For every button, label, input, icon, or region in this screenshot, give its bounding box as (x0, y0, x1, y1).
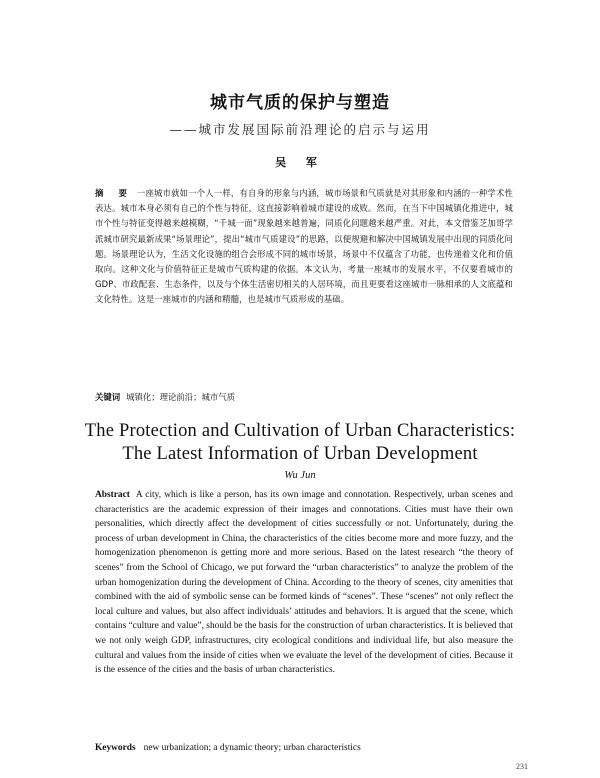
abstract-zh-label: 摘 要 (95, 188, 133, 198)
keywords-en-label: Keywords (95, 743, 136, 753)
keywords-en-text: new urbanization; a dynamic theory; urban characteristics (143, 743, 361, 753)
title-en-line2: The Latest Information of Urban Development (122, 444, 478, 464)
abstract-zh-text: 一座城市就如一个人一样，有自身的形象与内涵，城市场景和气质就是对其形象和内涵的一种学术性表达。城市本身必须有自己的个性与特征，这直接影响着城市建设的成败。然而，在当下中国城镇化推进中，城市个性与特征变得越来越模糊，“千城一面”现象越来越普遍，同质化问题越来越严重。对此，本文借鉴芝加哥学派城市研究最新成果“场景理论”，提出“城市气质建设”的思路，以便规避和解决中国城镇发展中出现的同质化问题。场景理论认为，生活文化设施的组合会形成不同的城市场景，场景中不仅蕴含了功能，也传递着文化和价值取向。这种文化与价值特征正是城市气质构建的依据。本文认为，考量一座城市的发展水平，不仅要看城市的GDP、市政配套、生态条件，以及与个体生活密切相关的人居环境，而且更要看这座城市一脉相承的人文底蕴和文化特性。这是一座城市的内涵和精髓，也是城市气质形成的基础。 (95, 188, 513, 305)
title-en-line1: The Protection and Cultivation of Urban Characteristics: (84, 421, 516, 441)
keywords-zh-label: 关键词 (95, 392, 121, 402)
abstract-en-text: A city, which is like a person, has its own image and connotation. Respectively, urban scenes and characteristics are the academic expression of their images and connotations. Cities must have their own personalities, which directly affect the development of cities successfully or not. Unfortunately, during the process of urban development in China, the characteristics of the cities become more and more fuzzy, and the homogenization phenomenon is getting more and more serious. Based on the latest research “the theory of scenes” from the School of Chicago, we put forward the “urban characteristics” to analyze the problem of the urban homogenization during the development of China. According to the theory of scenes, city amenities that combined with the aid of symbolic sense can be formed kinds of “scenes”. These “scenes” not only reflect the local culture and values, but also affect individuals’ attitudes and behaviors. It is argued that the scene, which contains “culture and value”, should be the basis for the construction of urban characteristics. It is believed that we not only weigh GDP, infrastructures, city ecological conditions and individual life, but also measure the cultural and values from the inside of cities when we evaluate the level of the development of cities. Because it is the essence of the cities and the basis of urban characteristics. (95, 490, 513, 676)
keywords-en (95, 741, 513, 755)
subtitle-zh: ——城市发展国际前沿理论的启示与运用 (169, 122, 431, 137)
abstract-en (95, 488, 513, 678)
author-en: Wu Jun (284, 470, 316, 481)
title-zh: 城市气质的保护与塑造 (210, 93, 390, 113)
keywords-zh-text: 城镇化；理论前沿；城市气质 (126, 392, 235, 402)
abstract-zh (95, 186, 513, 308)
author-zh: 吴 军 (275, 156, 325, 169)
title-en (0, 420, 600, 466)
page-number: 231 (516, 762, 528, 771)
abstract-en-label: Abstract (95, 490, 130, 500)
keywords-zh (95, 390, 513, 404)
